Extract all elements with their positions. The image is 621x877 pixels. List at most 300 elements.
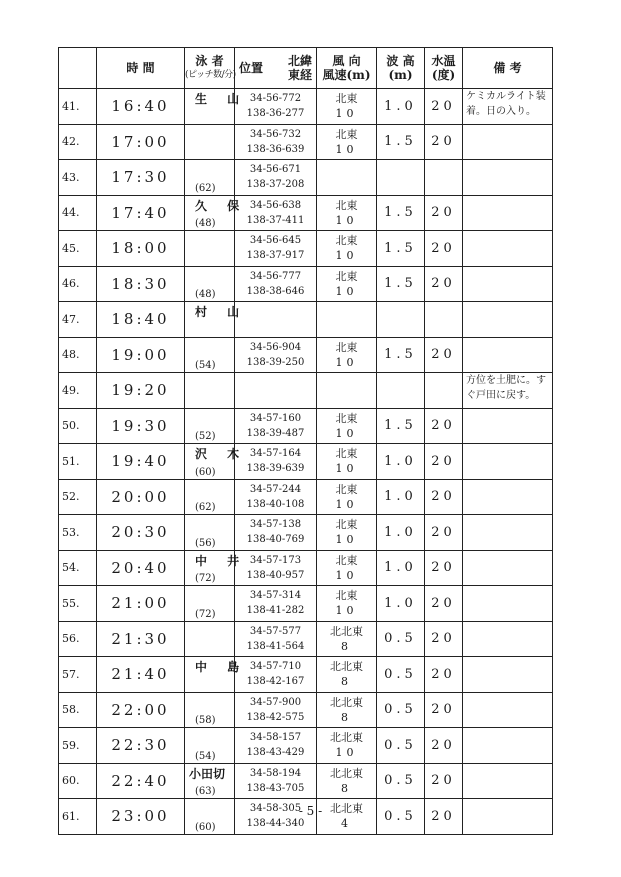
swimmer-pitch: (62) (195, 502, 216, 513)
position-lat: 34-56-638 (249, 199, 302, 211)
row-note: 方位を土肥に。すぐ戸田に戻す。 (463, 373, 553, 409)
position-lon: 138-42-167 (246, 676, 305, 688)
row-wind (317, 621, 377, 657)
row-wind (317, 515, 377, 551)
position-lon: 138-39-639 (246, 463, 305, 475)
row-note (463, 692, 553, 728)
row-swimmer (185, 728, 235, 764)
row-number: 51. (59, 444, 97, 480)
row-time: 19:40 (97, 444, 185, 480)
row-swimmer (185, 550, 248, 586)
position-lon: 138-40-769 (246, 534, 305, 546)
wind-direction (317, 304, 376, 319)
swim-log-table (58, 47, 553, 835)
row-swimmer (185, 195, 248, 231)
table-row (59, 373, 553, 409)
wind-speed: 4 (341, 817, 352, 831)
swimmer-pitch: (60) (195, 466, 216, 478)
row-position (235, 763, 317, 799)
row-water-temp: 20 (425, 799, 463, 835)
row-water-temp: 20 (425, 124, 463, 160)
row-water-temp: 20 (425, 408, 463, 444)
row-wind (317, 337, 377, 373)
position-lat: 34-57-138 (249, 519, 302, 531)
row-wind (317, 479, 377, 515)
row-position (235, 373, 317, 409)
row-wind (317, 408, 377, 444)
row-wind (317, 444, 377, 480)
swimmer-pitch: (48) (195, 289, 216, 300)
row-note (463, 408, 553, 444)
position-lat: 34-56-732 (249, 128, 302, 140)
row-note (463, 444, 553, 480)
row-position (235, 408, 317, 444)
position-lon: 138-40-108 (246, 498, 305, 510)
row-water-temp: 20 (425, 231, 463, 267)
row-water-temp: 20 (425, 266, 463, 302)
wind-speed: 10 (335, 462, 358, 476)
row-number: 46. (59, 266, 97, 302)
wind-speed: 10 (335, 213, 358, 227)
row-wave-height: 1.5 (377, 195, 425, 231)
position-lat: 34-56-904 (249, 341, 302, 353)
row-wave-height: 1.0 (377, 586, 425, 622)
swimmer-pitch: (58) (195, 715, 216, 726)
position-lat: 34-57-173 (249, 554, 302, 566)
row-note (463, 195, 553, 231)
swimmer-pitch: (48) (195, 218, 216, 229)
row-wind (317, 302, 377, 338)
header-notes: 備 考 (463, 48, 553, 89)
wind-direction (317, 375, 376, 390)
row-water-temp: 20 (425, 515, 463, 551)
table-row (59, 586, 553, 622)
wind-direction: 北北東 (330, 695, 363, 709)
row-water-temp: 20 (425, 89, 463, 125)
row-water-temp (425, 160, 463, 196)
row-wave-height (377, 160, 425, 196)
row-time: 21:00 (97, 586, 185, 622)
row-wave-height: 0.5 (377, 657, 425, 693)
row-number: 52. (59, 479, 97, 515)
row-position (235, 621, 317, 657)
wind-direction: 北東 (335, 589, 358, 603)
table-row (59, 479, 553, 515)
position-lat: 34-57-244 (249, 483, 302, 495)
wind-direction: 北北東 (330, 766, 363, 780)
table-row (59, 550, 553, 586)
position-lat: 34-56-671 (249, 164, 302, 176)
position-lon: 138-44-340 (246, 818, 305, 830)
table-row (59, 692, 553, 728)
header-wave-label: 波 高 (386, 54, 415, 68)
position-lon: 138-43-705 (246, 782, 305, 794)
row-wind (317, 373, 377, 409)
row-wave-height: 0.5 (377, 621, 425, 657)
row-wind (317, 586, 377, 622)
row-wave-height (377, 373, 425, 409)
header-position-label: 位置 (239, 61, 264, 75)
position-lat (235, 375, 316, 390)
row-number: 43. (59, 160, 97, 196)
row-time: 17:30 (97, 160, 185, 196)
wind-speed: 10 (335, 355, 358, 369)
row-time: 17:40 (97, 195, 185, 231)
row-swimmer (185, 89, 248, 125)
row-number: 47. (59, 302, 97, 338)
table-row (59, 728, 553, 764)
wind-direction: 北東 (335, 198, 358, 212)
row-wave-height: 1.0 (377, 444, 425, 480)
table-row (59, 763, 553, 799)
row-number: 59. (59, 728, 97, 764)
swimmer-pitch: (72) (195, 608, 216, 620)
swimmer-name: 久 保 (195, 198, 248, 213)
table-row (59, 160, 553, 196)
table-row (59, 302, 553, 338)
wind-direction: 北東 (335, 234, 358, 248)
position-lat: 34-57-577 (249, 625, 302, 637)
wind-direction: 北東 (335, 269, 358, 283)
row-wind (317, 89, 377, 125)
header-lon-label: 東経 (287, 68, 312, 82)
header-wave-unit: (m) (388, 68, 413, 82)
position-lon: 138-37-411 (246, 214, 305, 226)
position-lat: 34-58-194 (249, 767, 302, 779)
position-lon: 138-39-250 (246, 356, 305, 368)
position-lon: 138-39-487 (246, 427, 305, 439)
table-row (59, 444, 553, 480)
row-swimmer (185, 657, 248, 693)
header-swimmer (185, 48, 235, 89)
row-number: 44. (59, 195, 97, 231)
row-time: 21:40 (97, 657, 185, 693)
wind-direction: 北北東 (330, 624, 363, 638)
wind-speed: 8 (341, 781, 352, 795)
swimmer-pitch: (72) (195, 573, 216, 584)
header-wind-speed-label: 風速(m) (322, 68, 371, 82)
position-lon (235, 319, 316, 334)
row-wind (317, 124, 377, 160)
position-lat: 34-56-777 (249, 270, 302, 282)
header-temp-unit: (度) (431, 68, 456, 82)
wind-speed: 10 (335, 249, 358, 263)
row-time: 20:40 (97, 550, 185, 586)
swimmer-name: 沢 木 (195, 447, 248, 461)
swimmer-pitch: (60) (195, 821, 216, 833)
row-water-temp: 20 (425, 444, 463, 480)
row-time: 18:40 (97, 302, 185, 338)
position-lon: 138-41-564 (246, 640, 305, 652)
row-time: 19:00 (97, 337, 185, 373)
position-lon: 138-41-282 (246, 605, 305, 617)
table-row (59, 337, 553, 373)
header-position (235, 48, 317, 89)
table-row (59, 124, 553, 160)
row-position (235, 337, 317, 373)
position-lat: 34-58-305 (249, 803, 302, 815)
row-position (235, 515, 317, 551)
row-note (463, 763, 553, 799)
wind-speed: 10 (335, 426, 358, 440)
row-time: 19:20 (97, 373, 185, 409)
row-time: 19:30 (97, 408, 185, 444)
row-water-temp: 20 (425, 657, 463, 693)
row-note (463, 337, 553, 373)
row-swimmer (185, 266, 235, 302)
wind-direction: 北東 (335, 411, 358, 425)
row-water-temp: 20 (425, 692, 463, 728)
header-wind (317, 48, 377, 89)
row-number: 57. (59, 657, 97, 693)
wind-speed: 10 (335, 107, 358, 121)
row-wind (317, 763, 377, 799)
row-note: ケミカルライト装着。日の入り。 (463, 89, 553, 125)
wind-direction: 北北東 (330, 660, 363, 674)
row-wave-height: 1.0 (377, 479, 425, 515)
row-wind (317, 728, 377, 764)
row-note (463, 515, 553, 551)
row-swimmer (185, 160, 235, 196)
position-lon: 138-37-917 (246, 250, 305, 262)
row-water-temp: 20 (425, 550, 463, 586)
wind-speed: 8 (341, 710, 352, 724)
header-temp-label: 水温 (431, 54, 456, 68)
row-swimmer (185, 373, 235, 409)
row-number: 48. (59, 337, 97, 373)
row-wave-height: 1.0 (377, 515, 425, 551)
swimmer-pitch: (56) (195, 537, 216, 549)
table-row (59, 515, 553, 551)
row-water-temp: 20 (425, 479, 463, 515)
wind-speed: 10 (335, 568, 358, 582)
row-swimmer (185, 586, 235, 622)
row-position (235, 692, 317, 728)
row-time: 20:30 (97, 515, 185, 551)
row-water-temp: 20 (425, 586, 463, 622)
position-lat: 34-57-710 (249, 661, 302, 673)
wind-speed (317, 177, 376, 192)
row-wave-height: 1.5 (377, 337, 425, 373)
row-note (463, 266, 553, 302)
swim-log-sheet (58, 47, 552, 835)
row-position (235, 266, 317, 302)
row-wave-height (377, 302, 425, 338)
row-water-temp: 20 (425, 195, 463, 231)
table-row (59, 621, 553, 657)
wind-direction: 北東 (335, 340, 358, 354)
wind-direction: 北東 (335, 447, 358, 461)
position-lat: 34-58-157 (249, 732, 302, 744)
row-swimmer (185, 408, 235, 444)
page-number: - 5 - (298, 804, 323, 818)
row-note (463, 586, 553, 622)
table-row (59, 89, 553, 125)
position-lon: 138-40-957 (246, 569, 305, 581)
wind-direction: 北東 (335, 482, 358, 496)
row-time: 16:40 (97, 89, 185, 125)
position-lat: 34-56-645 (249, 235, 302, 247)
wind-speed: 10 (335, 142, 358, 156)
wind-speed (317, 390, 376, 405)
row-time: 17:00 (97, 124, 185, 160)
row-note (463, 728, 553, 764)
row-number: 54. (59, 550, 97, 586)
wind-speed: 10 (335, 533, 358, 547)
row-note (463, 160, 553, 196)
swimmer-pitch: (54) (195, 750, 216, 762)
row-number: 58. (59, 692, 97, 728)
swimmer-pitch: (63) (195, 786, 216, 797)
row-swimmer (185, 515, 235, 551)
row-swimmer (185, 302, 248, 338)
wind-speed (317, 319, 376, 334)
row-swimmer (185, 231, 235, 267)
row-water-temp (425, 373, 463, 409)
wind-speed: 8 (341, 675, 352, 689)
position-lon: 138-36-639 (246, 143, 305, 155)
swimmer-pitch: (54) (195, 360, 216, 371)
swimmer-pitch: (52) (195, 431, 216, 442)
position-lat: 34-57-164 (249, 448, 302, 460)
table-header-row (59, 48, 553, 89)
wind-direction: 北東 (335, 518, 358, 532)
row-note (463, 124, 553, 160)
position-lat: 34-56-772 (249, 93, 302, 105)
row-swimmer (185, 124, 235, 160)
row-note (463, 621, 553, 657)
row-wave-height: 1.0 (377, 550, 425, 586)
header-time: 時 間 (97, 48, 185, 89)
row-number: 45. (59, 231, 97, 267)
swimmer-name: 生 山 (195, 92, 248, 106)
table-row (59, 231, 553, 267)
row-number: 50. (59, 408, 97, 444)
wind-direction: 北東 (335, 92, 358, 106)
row-swimmer (185, 444, 248, 480)
row-time: 18:00 (97, 231, 185, 267)
row-note (463, 657, 553, 693)
table-row (59, 657, 553, 693)
header-lat-label: 北緯 (287, 54, 312, 68)
row-time: 22:00 (97, 692, 185, 728)
row-note (463, 302, 553, 338)
wind-speed: 10 (335, 746, 358, 760)
row-wave-height: 0.5 (377, 799, 425, 835)
row-time: 22:40 (97, 763, 185, 799)
row-wave-height: 1.5 (377, 124, 425, 160)
position-lon: 138-43-429 (246, 747, 305, 759)
row-wind (317, 550, 377, 586)
row-time: 23:00 (97, 799, 185, 835)
table-row (59, 266, 553, 302)
row-water-temp: 20 (425, 763, 463, 799)
row-swimmer (185, 763, 235, 799)
row-swimmer (185, 692, 235, 728)
row-position (235, 728, 317, 764)
position-lon: 138-42-575 (246, 711, 305, 723)
position-lon: 138-36-277 (246, 108, 305, 120)
swimmer-name: 中 井 (195, 553, 248, 568)
row-note (463, 231, 553, 267)
position-lat: 34-57-314 (249, 590, 302, 602)
row-wind (317, 160, 377, 196)
row-wave-height: 1.5 (377, 408, 425, 444)
table-row (59, 408, 553, 444)
wind-direction: 北東 (335, 127, 358, 141)
position-lon: 138-38-646 (246, 285, 305, 297)
row-wave-height: 1.5 (377, 266, 425, 302)
row-wind (317, 195, 377, 231)
row-water-temp: 20 (425, 621, 463, 657)
row-number: 42. (59, 124, 97, 160)
header-wind-dir-label: 風 向 (332, 54, 361, 68)
row-wave-height: 0.5 (377, 728, 425, 764)
wind-speed: 10 (335, 284, 358, 298)
row-wave-height: 1.5 (377, 231, 425, 267)
wind-direction: 北北東 (330, 731, 363, 745)
row-wind (317, 692, 377, 728)
wind-speed: 10 (335, 497, 358, 511)
row-position (235, 160, 317, 196)
table-row (59, 195, 553, 231)
position-lon (235, 390, 316, 405)
swimmer-name: 村 山 (195, 305, 248, 319)
wind-speed: 10 (335, 604, 358, 618)
row-water-temp (425, 302, 463, 338)
wind-speed: 8 (341, 639, 352, 653)
row-number: 60. (59, 763, 97, 799)
row-position (235, 231, 317, 267)
row-time: 18:30 (97, 266, 185, 302)
header-temp (425, 48, 463, 89)
row-wind (317, 657, 377, 693)
header-pitch-label: (ピッチ数/分) (185, 70, 236, 80)
row-swimmer (185, 621, 235, 657)
swimmer-name: 小田切 (189, 766, 226, 781)
row-time: 21:30 (97, 621, 185, 657)
row-swimmer (185, 479, 235, 515)
row-water-temp: 20 (425, 337, 463, 373)
row-position (235, 124, 317, 160)
row-number: 56. (59, 621, 97, 657)
table-body (59, 89, 553, 835)
row-water-temp: 20 (425, 728, 463, 764)
row-number: 49. (59, 373, 97, 409)
swimmer-name: 中 島 (195, 660, 248, 674)
row-number: 61. (59, 799, 97, 835)
row-number: 55. (59, 586, 97, 622)
wind-direction: 北東 (335, 553, 358, 567)
row-wind (317, 266, 377, 302)
position-lat: 34-57-900 (249, 696, 302, 708)
row-wave-height: 1.0 (377, 89, 425, 125)
position-lat: 34-57-160 (249, 412, 302, 424)
wind-direction: 北北東 (330, 802, 363, 816)
row-wave-height: 0.5 (377, 692, 425, 728)
row-position (235, 586, 317, 622)
swimmer-pitch: (62) (195, 182, 216, 194)
row-number: 53. (59, 515, 97, 551)
row-note (463, 550, 553, 586)
row-time: 22:30 (97, 728, 185, 764)
header-no (59, 48, 97, 89)
wind-direction (317, 162, 376, 177)
row-swimmer (185, 337, 235, 373)
row-note (463, 479, 553, 515)
position-lon: 138-37-208 (246, 179, 305, 191)
row-wave-height: 0.5 (377, 763, 425, 799)
